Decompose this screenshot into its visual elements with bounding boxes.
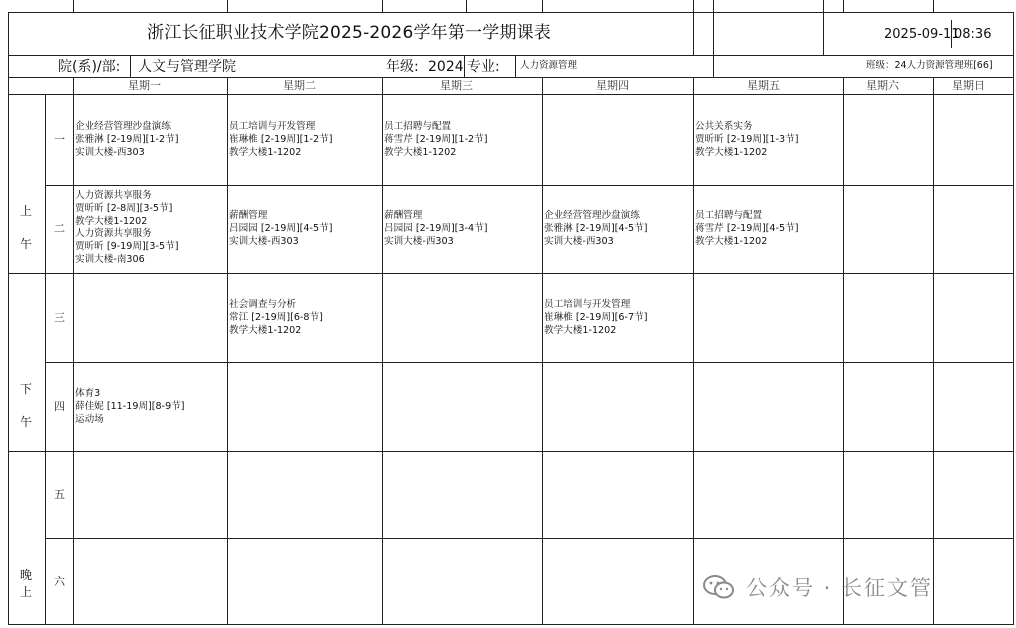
rule	[227, 77, 228, 625]
course-cell-p4-mon[interactable]	[75, 388, 185, 426]
print-time: 08:36	[954, 27, 992, 42]
course-cell-p3-tue[interactable]	[229, 299, 323, 337]
watermark-text: 公众号 · 长征文管	[746, 576, 934, 600]
course-name: 人力资源共享服务	[75, 190, 152, 201]
day-header-wed: 星期三	[440, 79, 473, 92]
course-cell-p1-tue[interactable]	[229, 121, 332, 159]
course-name: 员工招聘与配置	[695, 210, 763, 221]
period-2: 二	[54, 222, 65, 235]
half-morning-2: 午	[19, 237, 32, 251]
day-header-thu: 星期四	[596, 79, 629, 92]
day-header-sat: 星期六	[866, 79, 899, 92]
course-cell-p2-wed[interactable]	[384, 210, 487, 248]
rule	[8, 55, 1014, 56]
course-name: 体育3	[75, 388, 101, 399]
course-room: 教学大楼1-1202	[75, 215, 148, 227]
course-cell-p1-fri[interactable]	[695, 121, 798, 159]
half-evening-1: 晚	[19, 568, 32, 582]
rule	[8, 273, 1014, 274]
course-name: 员工招聘与配置	[384, 121, 452, 132]
course-teacher-time: 蒋雪芹 [2-19周][4-5节]	[695, 222, 799, 234]
course-room: 教学大楼1-1202	[229, 324, 302, 336]
rule	[382, 0, 383, 12]
dept-label: 院(系)/部:	[58, 59, 121, 75]
rule	[843, 0, 844, 12]
rule	[823, 12, 824, 56]
course-name: 社会调查与分析	[229, 299, 297, 310]
rule	[713, 12, 714, 56]
rule	[823, 0, 824, 12]
course-cell-p2-mon[interactable]	[75, 190, 178, 267]
major-value: 人力资源管理	[520, 60, 578, 71]
rule	[713, 55, 714, 77]
rule	[8, 12, 9, 625]
rule	[382, 77, 383, 625]
rule	[8, 94, 1014, 95]
course-room: 实训大楼-西303	[384, 235, 454, 247]
course-teacher-time: 张雅淋 [2-19周][4-5节]	[544, 222, 648, 234]
course-cell-p3-thu[interactable]	[544, 299, 647, 337]
course-room: 教学大楼1-1202	[544, 324, 617, 336]
course-cell-p1-mon[interactable]	[75, 121, 178, 159]
rule	[45, 362, 1014, 363]
rule	[843, 77, 844, 625]
period-1: 一	[54, 133, 65, 146]
rule	[933, 0, 934, 12]
rule	[466, 0, 467, 12]
course-room: 教学大楼1-1202	[229, 146, 302, 158]
half-morning-1: 上	[19, 204, 32, 218]
period-6: 六	[54, 575, 65, 588]
rule	[693, 0, 694, 12]
rule	[8, 77, 1014, 78]
rule	[542, 0, 543, 12]
course-teacher-time: 崔琳椎 [2-19周][6-7节]	[544, 311, 648, 323]
course-name: 人力资源共享服务	[75, 228, 152, 240]
course-teacher-time: 贾昕昕 [9-19周][3-5节]	[75, 241, 179, 253]
course-teacher-time: 贾昕昕 [2-8周][3-5节]	[75, 202, 173, 214]
course-teacher-time: 常江 [2-19周][6-8节]	[229, 311, 323, 323]
course-cell-p1-wed[interactable]	[384, 121, 487, 159]
course-room: 教学大楼1-1202	[695, 235, 768, 247]
course-name: 员工培训与开发管理	[544, 299, 631, 310]
course-teacher-time: 贾昕昕 [2-19周][1-3节]	[695, 133, 799, 145]
day-header-sun: 星期日	[952, 79, 985, 92]
period-3: 三	[54, 311, 65, 324]
half-evening-2: 上	[19, 585, 32, 599]
rule	[713, 0, 714, 12]
course-name: 员工培训与开发管理	[229, 121, 316, 132]
course-teacher-time: 崔琳椎 [2-19周][1-2节]	[229, 133, 333, 145]
course-cell-p2-fri[interactable]	[695, 210, 798, 248]
course-name: 薪酬管理	[384, 210, 423, 221]
period-4: 四	[54, 400, 65, 413]
watermark	[702, 572, 933, 602]
course-room: 教学大楼1-1202	[384, 146, 457, 158]
wechat-icon	[702, 574, 736, 600]
rule	[130, 55, 131, 77]
class-info: 班级：24人力资源管理班[66]	[866, 60, 993, 71]
grade-value: 2024	[428, 59, 464, 75]
half-afternoon-2: 午	[19, 415, 32, 429]
rule	[693, 77, 694, 625]
day-header-fri: 星期五	[747, 79, 780, 92]
rule	[8, 451, 1014, 452]
grade-label: 年级:	[386, 59, 419, 75]
rule	[8, 12, 1014, 13]
course-room: 实训大楼-西303	[544, 235, 614, 247]
course-room: 实训大楼-西303	[229, 235, 299, 247]
rule	[45, 538, 1014, 539]
day-header-tue: 星期二	[283, 79, 316, 92]
rule	[73, 0, 74, 12]
rule	[8, 624, 1014, 625]
course-teacher-time: 吕园园 [2-19周][4-5节]	[229, 222, 333, 234]
rule	[73, 77, 74, 625]
course-teacher-time: 薛佳妮 [11-19周][8-9节]	[75, 400, 185, 412]
rule	[542, 77, 543, 625]
rule	[227, 0, 228, 12]
course-room: 教学大楼1-1202	[695, 146, 768, 158]
rule	[693, 12, 694, 56]
rule	[45, 94, 46, 625]
course-room: 实训大楼-西303	[75, 146, 145, 158]
course-name: 公共关系实务	[695, 121, 753, 132]
rule	[464, 55, 465, 77]
course-room: 运动场	[75, 413, 104, 425]
course-teacher-time: 张雅淋 [2-19周][1-2节]	[75, 133, 179, 145]
period-5: 五	[54, 488, 65, 501]
course-name: 企业经营管理沙盘演练	[75, 121, 171, 132]
page-title: 浙江长征职业技术学院2025-2026学年第一学期课表	[147, 23, 552, 43]
major-label: 专业:	[467, 59, 500, 75]
day-header-mon: 星期一	[128, 79, 161, 92]
rule	[933, 77, 934, 625]
print-date: 2025-09-11	[884, 27, 960, 42]
course-cell-p2-thu[interactable]	[544, 210, 647, 248]
course-name: 薪酬管理	[229, 210, 268, 221]
course-cell-p2-tue[interactable]	[229, 210, 332, 248]
dept-value: 人文与管理学院	[138, 59, 236, 75]
half-afternoon-1: 下	[19, 382, 32, 396]
rule	[45, 185, 1014, 186]
course-teacher-time: 蒋雪芹 [2-19周][1-2节]	[384, 133, 488, 145]
rule	[1013, 12, 1014, 625]
rule	[515, 55, 516, 77]
course-name: 企业经营管理沙盘演练	[544, 210, 640, 221]
course-room: 实训大楼-南306	[75, 253, 145, 265]
course-teacher-time: 吕园园 [2-19周][3-4节]	[384, 222, 488, 234]
